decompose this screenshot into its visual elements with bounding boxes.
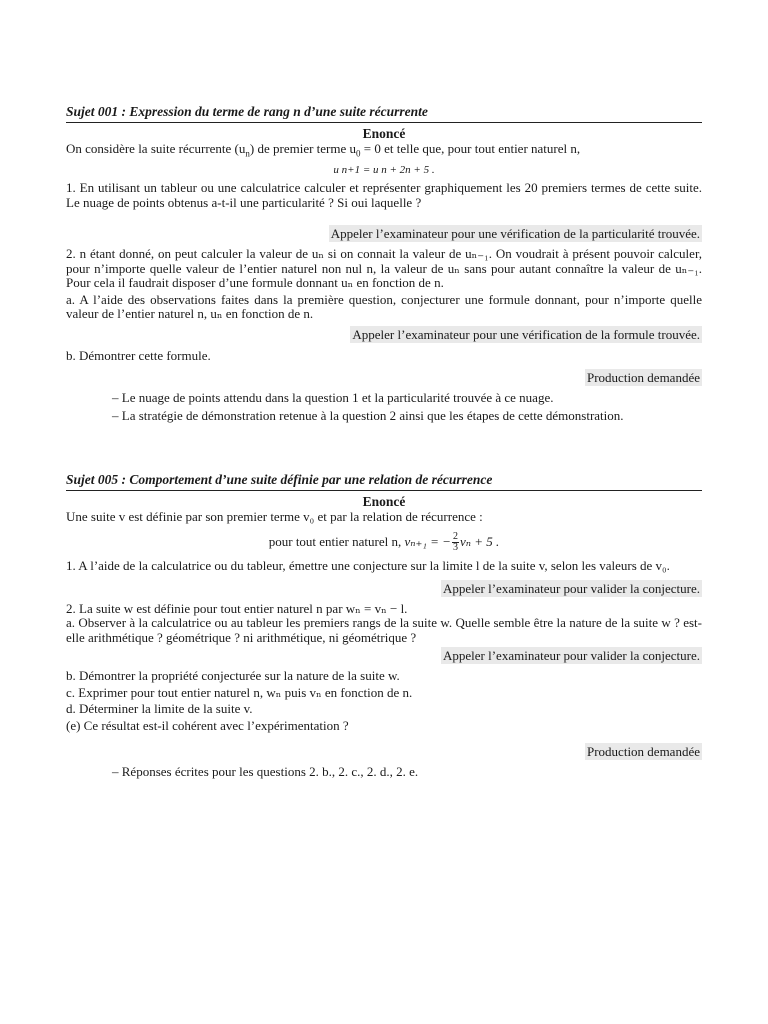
question-2: 2. n étant donné, on peut calculer la valeur de uₙ si on connait la valeur de uₙ₋₁. On voudrait à présent pouvoir calculer, pour n’importe quelle valeur de l’entier naturel non nul n, la valeur de uₙ sans pour autant connaître la valeur de uₙ₋₁. Pour cela il faudrait disposer d’une formule donnant uₙ en fonction de n. <box>66 246 702 291</box>
intro-paragraph: On considère la suite récurrente $(u_n)$ de premier terme $u_0 = 0$ et telle que, pour tout entier naturel n, <box>66 141 581 159</box>
recurrence-equation: u n+1 = u n + 2n + 5 . <box>333 164 435 177</box>
examiner-callout: Appeler l’examinateur pour une vérification de la formule trouvée. <box>352 326 700 342</box>
production-heading: Production demandée <box>587 744 700 760</box>
question-2: 2. La suite w est définie pour tout entier naturel n par wₙ = vₙ − l. <box>66 600 408 616</box>
question-1: 1. A l’aide de la calculatrice ou du tableur, émettre une conjecture sur la limite l de la suite v, selon les valeurs de v₀. <box>66 558 670 574</box>
question-2a: a. Observer à la calculatrice ou au tableur les premiers rangs de la suite w. Quelle semble être la nature de la suite w ? est-elle arithmétique ? géométrique ? ni arithmétique, ni géométrique ? <box>66 615 702 645</box>
question-2b: b. Démontrer cette formule. <box>66 347 211 363</box>
enonce-heading: Enoncé <box>362 494 406 509</box>
question-2b: b. Démontrer la propriété conjecturée sur la nature de la suite w. <box>66 668 400 684</box>
examiner-callout: Appeler l’examinateur pour une vérification de la particularité trouvée. <box>330 226 700 242</box>
production-heading: Production demandée <box>587 370 700 386</box>
question-1: 1. En utilisant un tableur ou une calculatrice calculer et représenter graphiquement les 20 premiers termes de cette suite. Le nuage de points obtenus a-t-il une particularité ? Si oui laquelle ? <box>66 180 702 210</box>
enonce-heading: Enoncé <box>362 126 406 141</box>
question-2e: (e) Ce résultat est-il cohérent avec l’expérimentation ? <box>66 717 349 733</box>
sujet-005 <box>66 472 702 781</box>
fraction: $\frac{2}{3}$ <box>452 531 458 554</box>
examiner-callout: Appeler l’examinateur pour valider la conjecture. <box>443 648 700 664</box>
list-item: – La stratégie de démonstration retenue à la question 2 ainsi que les étapes de cette démonstration. <box>112 408 624 424</box>
sujet-001 <box>66 104 702 425</box>
question-2d: d. Déterminer la limite de la suite v. <box>66 701 253 717</box>
production-list <box>66 763 702 781</box>
section-title: Sujet 001 : Expression du terme de rang n d’une suite récurrente <box>66 104 702 123</box>
recurrence-equation: pour tout entier naturel n, vₙ₊₁ = − $\frac{2}{3}$ vₙ + 5 . <box>268 531 500 554</box>
list-item: – Le nuage de points attendu dans la question 1 et la particularité trouvée à ce nuage. <box>112 390 554 406</box>
intro-paragraph: Une suite v est définie par son premier terme v₀ et par la relation de récurrence : <box>66 509 483 524</box>
examiner-callout: Appeler l’examinateur pour valider la conjecture. <box>443 580 700 596</box>
question-2c: c. Exprimer pour tout entier naturel n, wₙ puis vₙ en fonction de n. <box>66 684 413 700</box>
question-2a: a. A l’aide des observations faites dans la première question, conjecturer une formule donnant, pour n’importe quelle valeur de l’entier naturel n, uₙ en fonction de n. <box>66 291 702 322</box>
production-list <box>66 389 702 425</box>
list-item: – Réponses écrites pour les questions 2. b., 2. c., 2. d., 2. e. <box>112 764 419 780</box>
section-title: Sujet 005 : Comportement d’une suite définie par une relation de récurrence <box>66 472 702 491</box>
